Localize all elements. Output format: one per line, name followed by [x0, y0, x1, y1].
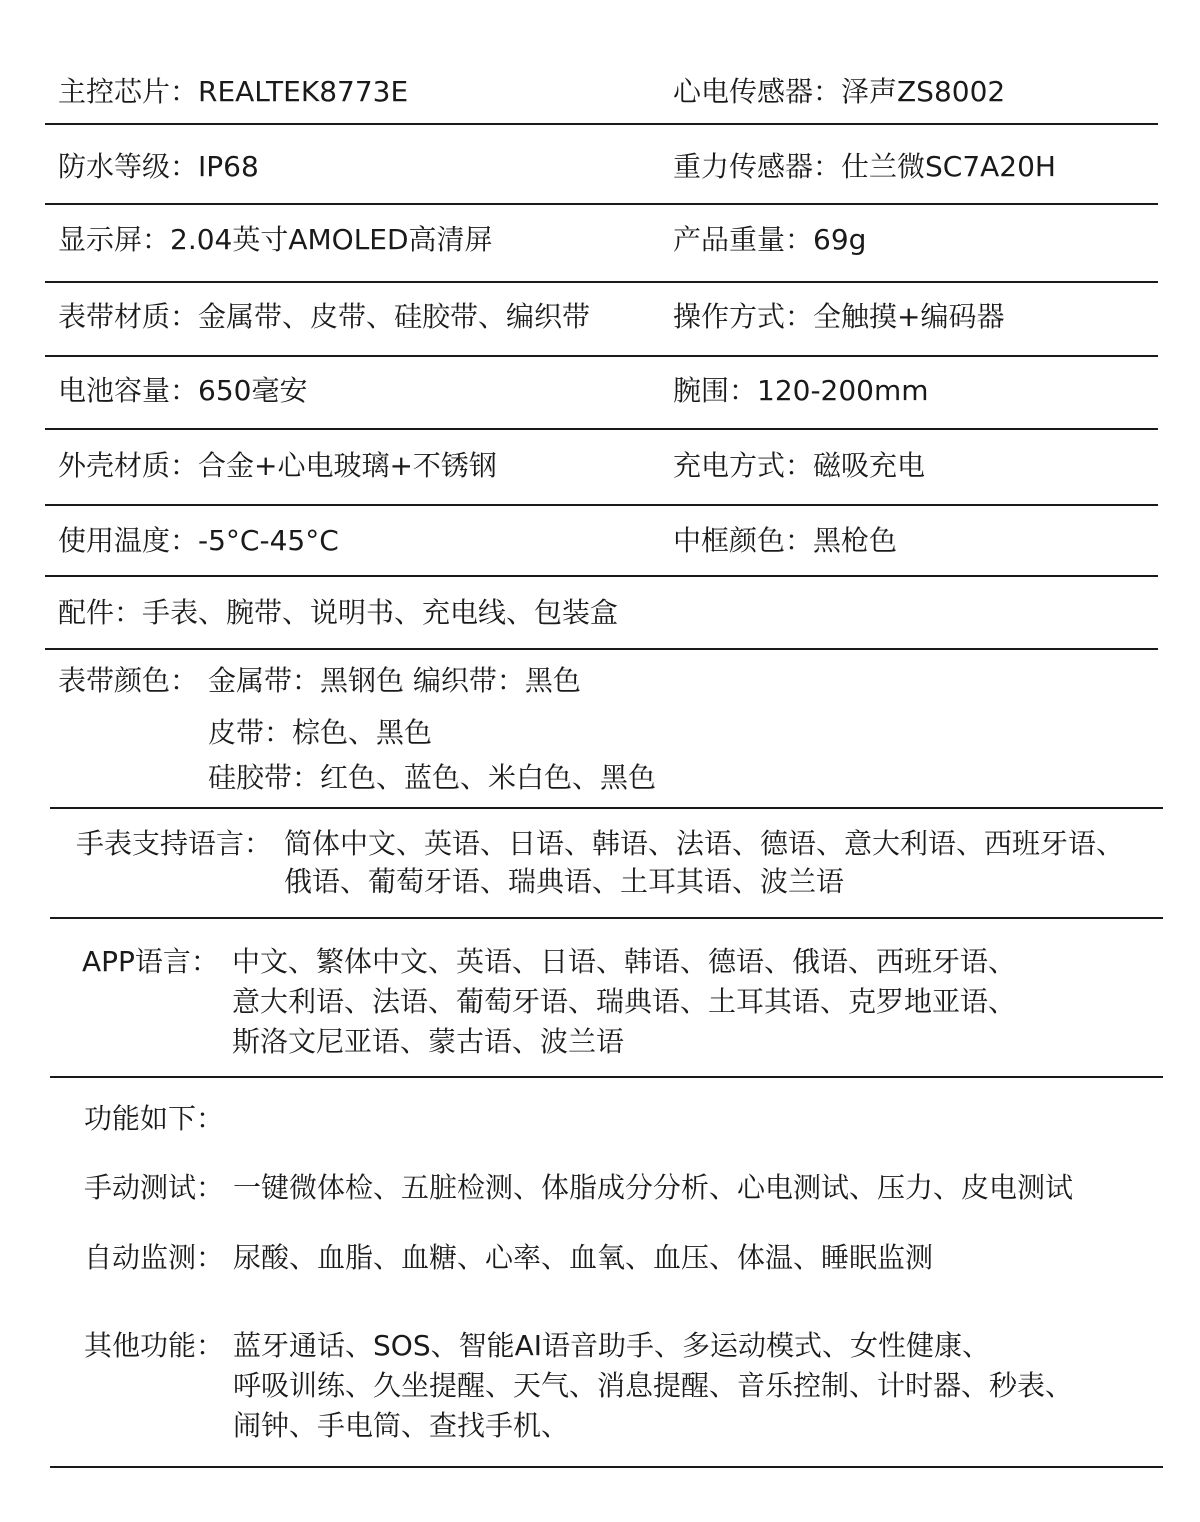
divider: [45, 648, 1158, 650]
spec-waterproof: 防水等级：IP68: [58, 150, 259, 183]
divider: [45, 428, 1158, 430]
divider: [45, 203, 1158, 205]
divider: [45, 123, 1158, 125]
strap-colors-line: 皮带：棕色、黑色: [208, 716, 433, 749]
strap-colors-label: 表带颜色：: [58, 664, 199, 697]
divider: [45, 575, 1158, 577]
divider: [50, 1076, 1163, 1078]
manual-test-list: 一键微体检、五脏检测、体脂成分分析、心电测试、压力、皮电测试: [233, 1171, 1074, 1204]
app-languages-line: 意大利语、法语、葡萄牙语、瑞典语、土耳其语、克罗地亚语、: [232, 985, 1017, 1018]
app-languages-line: 斯洛文尼亚语、蒙古语、波兰语: [232, 1025, 625, 1058]
divider: [50, 807, 1163, 809]
divider: [50, 1466, 1163, 1468]
strap-colors-line: 硅胶带：红色、蓝色、米白色、黑色: [208, 761, 657, 794]
watch-languages-line: 简体中文、英语、日语、韩语、法语、德语、意大利语、西班牙语、: [284, 827, 1125, 860]
other-functions-line: 呼吸训练、久坐提醒、天气、消息提醒、音乐控制、计时器、秒表、: [233, 1369, 1074, 1402]
functions-title: 功能如下：: [84, 1102, 225, 1135]
spec-frame-color: 中框颜色：黑枪色: [673, 524, 898, 557]
spec-battery: 电池容量：650毫安: [58, 374, 308, 407]
watch-languages-label: 手表支持语言：: [76, 827, 273, 860]
spec-display: 显示屏：2.04英寸AMOLED高清屏: [58, 223, 493, 256]
spec-charging: 充电方式：磁吸充电: [673, 449, 926, 482]
app-languages-line: 中文、繁体中文、英语、日语、韩语、德语、俄语、西班牙语、: [232, 945, 1017, 978]
spec-ecg-sensor: 心电传感器：泽声ZS8002: [673, 75, 1006, 108]
spec-weight: 产品重量：69g: [673, 223, 867, 256]
auto-monitor-label: 自动监测：: [84, 1241, 225, 1274]
watch-languages-line: 俄语、葡萄牙语、瑞典语、土耳其语、波兰语: [284, 865, 845, 898]
auto-monitor-list: 尿酸、血脂、血糖、心率、血氧、血压、体温、睡眠监测: [233, 1241, 934, 1274]
divider: [45, 355, 1158, 357]
divider: [50, 917, 1163, 919]
app-languages-label: APP语言：: [82, 945, 219, 978]
other-functions-line: 闹钟、手电筒、查找手机、: [233, 1409, 570, 1442]
divider: [45, 504, 1158, 506]
divider: [45, 281, 1158, 283]
manual-test-label: 手动测试：: [84, 1171, 225, 1204]
spec-wrist: 腕围：120-200mm: [673, 374, 929, 407]
spec-gravity-sensor: 重力传感器：仕兰微SC7A20H: [673, 150, 1056, 183]
spec-case-material: 外壳材质：合金+心电玻璃+不锈钢: [58, 449, 497, 482]
other-functions-line: 蓝牙通话、SOS、智能AI语音助手、多运动模式、女性健康、: [233, 1329, 991, 1362]
strap-colors-line: 金属带：黑钢色 编织带：黑色: [208, 664, 581, 697]
spec-accessories: 配件：手表、腕带、说明书、充电线、包装盒: [58, 596, 619, 629]
spec-temperature: 使用温度：-5°C-45°C: [58, 524, 339, 557]
spec-operation: 操作方式：全触摸+编码器: [673, 300, 1005, 333]
other-functions-label: 其他功能：: [84, 1329, 225, 1362]
spec-strap-material: 表带材质：金属带、皮带、硅胶带、编织带: [58, 300, 591, 333]
spec-chip: 主控芯片：REALTEK8773E: [58, 75, 409, 108]
